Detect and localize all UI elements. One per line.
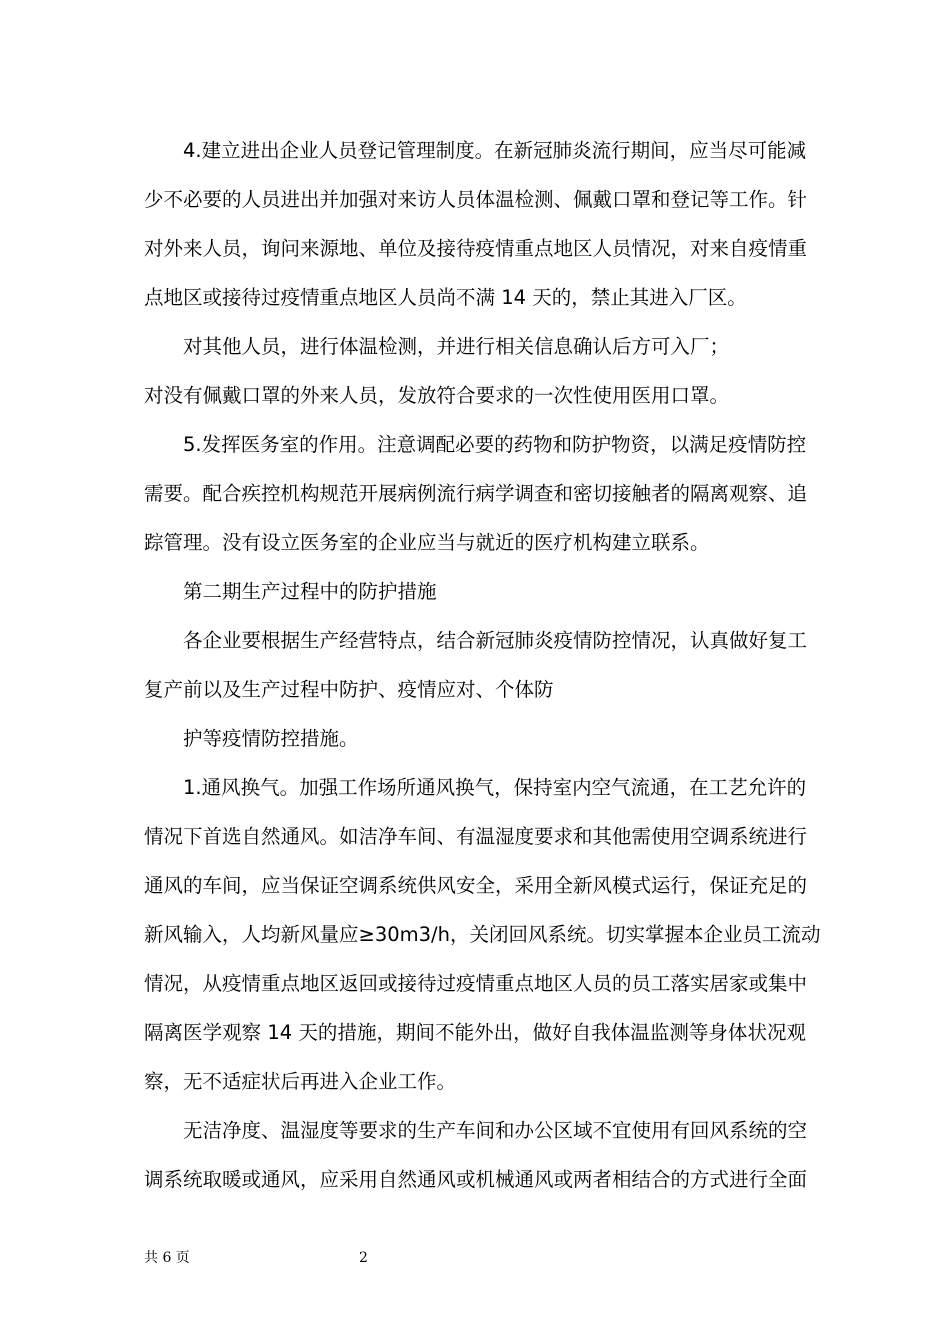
text-line: 隔离医学观察 14 天的措施，期间不能外出，做好自我体温监测等身体状况观 bbox=[144, 1021, 806, 1044]
text-line: 对其他人员，进行体温检测，并进行相关信息确认后方可入厂； bbox=[183, 335, 730, 358]
total-pages-label: 共 6 页 bbox=[144, 1250, 190, 1266]
text-line: 少不必要的人员进出并加强对来访人员体温检测、佩戴口罩和登记等工作。针 bbox=[144, 188, 808, 211]
text-line: 需要。配合疾控机构规范开展病例流行病学调查和密切接触者的隔离观察、追 bbox=[144, 482, 808, 505]
text-line: 1.通风换气。加强工作场所通风换气，保持室内空气流通，在工艺允许的 bbox=[183, 776, 807, 799]
text-line: 点地区或接待过疫情重点地区人员尚不满 14 天的，禁止其进入厂区。 bbox=[144, 286, 747, 309]
text-line: 5.发挥医务室的作用。注意调配必要的药物和防护物资，以满足疫情防控 bbox=[183, 433, 807, 456]
text-line: 对没有佩戴口罩的外来人员，发放符合要求的一次性使用医用口罩。 bbox=[144, 384, 730, 407]
text-line: 新风输入，人均新风量应≥30m3/h，关闭回风系统。切实掌握本企业员工流动 bbox=[144, 923, 821, 946]
text-line: 调系统取暖或通风，应采用自然通风或机械通风或两者相结合的方式进行全面 bbox=[144, 1168, 808, 1191]
section-heading: 第二期生产过程中的防护措施 bbox=[183, 580, 437, 603]
page-footer bbox=[0, 1246, 950, 1270]
text-line: 无洁净度、温湿度等要求的生产车间和办公区域不宜使用有回风系统的空 bbox=[183, 1119, 808, 1142]
text-line: 护等疫情防控措施。 bbox=[183, 727, 359, 750]
document-body bbox=[144, 132, 821, 1210]
text-line: 察，无不适症状后再进入企业工作。 bbox=[144, 1070, 457, 1093]
page-number: 2 bbox=[359, 1250, 368, 1266]
text-line: 情况下首选自然通风。如洁净车间、有温湿度要求和其他需使用空调系统进行 bbox=[144, 825, 808, 848]
text-line: 各企业要根据生产经营特点，结合新冠肺炎疫情防控情况，认真做好复工 bbox=[183, 629, 808, 652]
text-line: 踪管理。没有设立医务室的企业应当与就近的医疗机构建立联系。 bbox=[144, 531, 710, 554]
text-line: 通风的车间，应当保证空调系统供风安全，采用全新风模式运行，保证充足的 bbox=[144, 874, 808, 897]
text-line: 对外来人员，询问来源地、单位及接待疫情重点地区人员情况，对来自疫情重 bbox=[144, 237, 808, 260]
text-line: 复产前以及生产过程中防护、疫情应对、个体防 bbox=[144, 678, 554, 701]
text-line: 情况，从疫情重点地区返回或接待过疫情重点地区人员的员工落实居家或集中 bbox=[144, 972, 808, 995]
text-line: 4.建立进出企业人员登记管理制度。在新冠肺炎流行期间，应当尽可能减 bbox=[183, 139, 807, 162]
